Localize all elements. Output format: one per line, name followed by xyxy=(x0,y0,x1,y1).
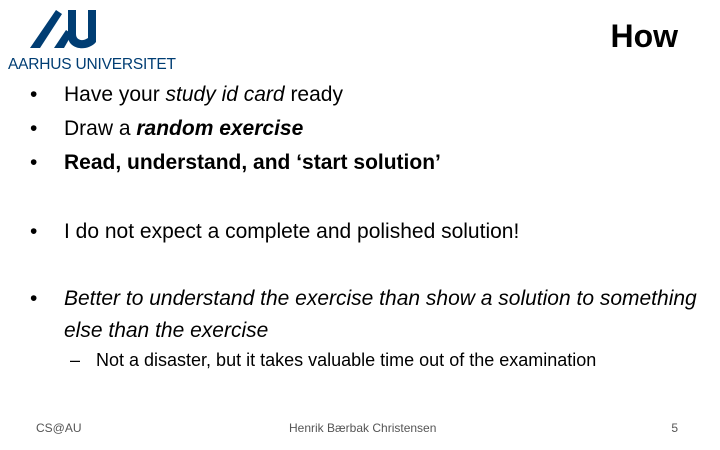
bullet-text: I do not expect a complete and polished solution! xyxy=(64,220,520,243)
bullet-text: Have your study id card ready xyxy=(64,83,343,106)
bullet-marker: • xyxy=(30,83,38,106)
bullet-text: Better to understand the exercise than show a solution to something else than the exercise xyxy=(64,287,697,342)
bullet-text: Read, understand, and ‘start solution’ xyxy=(64,151,441,174)
bullet-marker: • xyxy=(30,220,38,243)
bullet-marker: • xyxy=(30,287,38,310)
bullet-marker: • xyxy=(30,151,38,174)
page-number: 5 xyxy=(671,421,678,435)
slide-title: How xyxy=(610,18,678,54)
footer-author: Henrik Bærbak Christensen xyxy=(289,421,437,435)
sub-bullet-text: Not a disaster, but it takes valuable time out of the examination xyxy=(96,350,597,370)
university-logo xyxy=(8,4,178,74)
footer-left: CS@AU xyxy=(36,421,82,435)
aarhus-university-logo-mark-icon xyxy=(30,4,100,52)
bullet-marker: • xyxy=(30,117,38,140)
bullet-text: Draw a random exercise xyxy=(64,117,304,140)
sub-bullet-marker: – xyxy=(70,350,81,370)
logo-text: AARHUS UNIVERSITET xyxy=(8,56,176,73)
